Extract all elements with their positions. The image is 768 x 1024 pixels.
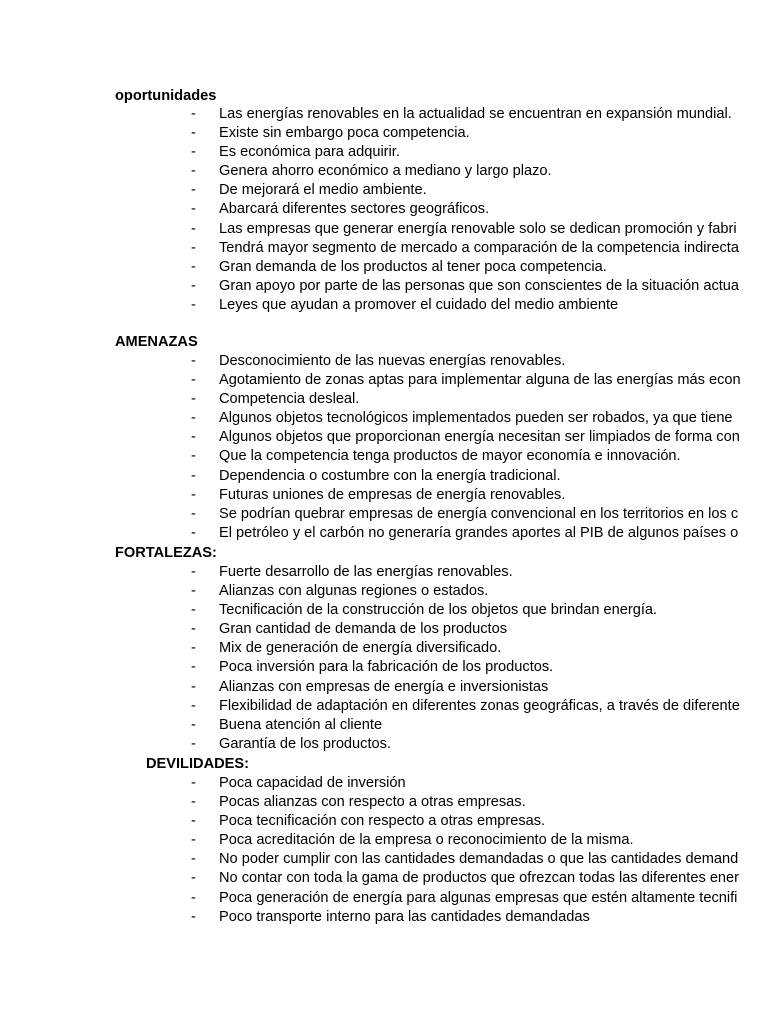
bullet-dash: - [191, 697, 196, 714]
bullet-dash: - [191, 564, 196, 580]
bullet-dash: - [191, 277, 196, 294]
list-item [0, 601, 768, 620]
list-item [0, 277, 768, 296]
list-item-text: Competencia desleal. [219, 391, 360, 408]
list-item [0, 258, 768, 277]
list-item [0, 143, 768, 162]
bullet-dash: - [191, 640, 196, 657]
list-item [0, 181, 768, 200]
bullet-dash: - [191, 448, 196, 465]
bullet-dash: - [191, 486, 196, 503]
list-item [0, 563, 768, 582]
bullet-dash: - [191, 163, 196, 180]
section-heading-fortalezas: FORTALEZAS: [115, 545, 217, 561]
bullet-dash: - [191, 870, 196, 887]
bullet-dash: - [191, 429, 196, 446]
list-item-text: Gran demanda de los productos al tener poca competencia. [219, 258, 607, 275]
list-item-text: Poca tecnificación con respecto a otras empresas. [219, 813, 546, 830]
list-devilidades [0, 774, 768, 927]
section-heading-amenazas: AMENAZAS [115, 334, 198, 350]
list-item-text: Gran cantidad de demanda de los productos [219, 621, 508, 638]
list-item [0, 486, 768, 505]
list-item-text: Poca inversión para la fabricación de los productos. [219, 659, 554, 676]
list-item-text: De mejorará el medio ambiente. [219, 182, 427, 199]
list-item-text: Fuerte desarrollo de las energías renovables. [219, 564, 513, 580]
list-item [0, 467, 768, 486]
list-item-text: Genera ahorro económico a mediano y largo plazo. [219, 163, 552, 180]
list-item-text: Pocas alianzas con respecto a otras empresas. [219, 794, 526, 811]
list-item [0, 352, 768, 371]
bullet-dash: - [191, 467, 196, 484]
bullet-dash: - [191, 220, 196, 237]
list-item-text: El petróleo y el carbón no generaría grandes aportes al PIB de algunos países o [219, 524, 739, 541]
list-fortalezas [0, 563, 768, 754]
list-item [0, 296, 768, 315]
bullet-dash: - [191, 813, 196, 830]
bullet-dash: - [191, 775, 196, 791]
list-item [0, 908, 768, 927]
list-item [0, 428, 768, 447]
bullet-dash: - [191, 372, 196, 389]
list-item [0, 371, 768, 390]
list-item-text: Existe sin embargo poca competencia. [219, 125, 470, 142]
list-item-text: Poco transporte interno para las cantidades demandadas [219, 908, 590, 925]
list-item [0, 582, 768, 601]
bullet-dash: - [191, 410, 196, 427]
list-item [0, 162, 768, 181]
bullet-dash: - [191, 125, 196, 142]
bullet-dash: - [191, 659, 196, 676]
section-heading-devilidades: DEVILIDADES: [146, 756, 249, 772]
list-item [0, 447, 768, 466]
list-item-text: Poca generación de energía para algunas empresas que estén altamente tecnifi [219, 889, 738, 906]
list-oportunidades [0, 105, 768, 315]
bullet-dash: - [191, 678, 196, 695]
list-item-text: Abarcará diferentes sectores geográficos. [219, 201, 490, 218]
list-item-text: Agotamiento de zonas aptas para implementar alguna de las energías más econ [219, 372, 741, 389]
list-item-text: Algunos objetos tecnológicos implementados pueden ser robados, ya que tiene [219, 410, 733, 427]
bullet-dash: - [191, 144, 196, 161]
bullet-dash: - [191, 602, 196, 619]
bullet-dash: - [191, 296, 196, 313]
list-item [0, 239, 768, 258]
list-item [0, 831, 768, 850]
list-item-text: Mix de generación de energía diversificado. [219, 640, 502, 657]
list-item [0, 505, 768, 524]
list-item-text: Que la competencia tenga productos de mayor economía e innovación. [219, 448, 681, 465]
list-item-text: Alianzas con empresas de energía e inversionistas [219, 678, 549, 695]
list-item-text: Las energías renovables en la actualidad se encuentran en expansión mundial. [219, 106, 732, 122]
list-item [0, 735, 768, 754]
list-item-text: Buena atención al cliente [219, 716, 383, 733]
bullet-dash: - [191, 524, 196, 541]
list-item-text: Se podrían quebrar empresas de energía convencional en los territorios en los c [219, 505, 739, 522]
list-item-text: Dependencia o costumbre con la energía tradicional. [219, 467, 561, 484]
list-item [0, 793, 768, 812]
list-item-text: Las empresas que generar energía renovable solo se dedican promoción y fabri [219, 220, 737, 237]
bullet-dash: - [191, 583, 196, 600]
bullet-dash: - [191, 505, 196, 522]
bullet-dash: - [191, 735, 196, 752]
list-item [0, 105, 768, 124]
list-item [0, 678, 768, 697]
bullet-dash: - [191, 353, 196, 369]
list-item [0, 390, 768, 409]
list-item-text: Algunos objetos que proporcionan energía necesitan ser limpiados de forma con [219, 429, 740, 446]
bullet-dash: - [191, 851, 196, 868]
bullet-dash: - [191, 201, 196, 218]
bullet-dash: - [191, 832, 196, 849]
list-item-text: Tecnificación de la construcción de los objetos que brindan energía. [219, 602, 658, 619]
list-item [0, 850, 768, 869]
list-item-text: Alianzas con algunas regiones o estados. [219, 583, 489, 600]
list-item [0, 658, 768, 677]
list-item-text: No contar con toda la gama de productos que ofrezcan todas las diferentes ener [219, 870, 740, 887]
list-item [0, 716, 768, 735]
list-item-text: Poca capacidad de inversión [219, 775, 406, 791]
list-item [0, 812, 768, 831]
list-item-text: Gran apoyo por parte de las personas que son conscientes de la situación actua [219, 277, 740, 294]
list-item-text: Desconocimiento de las nuevas energías renovables. [219, 353, 566, 369]
section-heading-oportunidades: oportunidades [115, 88, 217, 104]
bullet-dash: - [191, 182, 196, 199]
bullet-dash: - [191, 889, 196, 906]
list-item-text: Leyes que ayudan a promover el cuidado del medio ambiente [219, 296, 619, 313]
list-item [0, 200, 768, 219]
list-amenazas [0, 352, 768, 543]
list-item [0, 774, 768, 793]
list-item [0, 639, 768, 658]
bullet-dash: - [191, 258, 196, 275]
bullet-dash: - [191, 794, 196, 811]
list-item [0, 409, 768, 428]
list-item-text: Es económica para adquirir. [219, 144, 400, 161]
list-item-text: Flexibilidad de adaptación en diferentes zonas geográficas, a través de diferente [219, 697, 740, 714]
bullet-dash: - [191, 621, 196, 638]
list-item [0, 220, 768, 239]
list-item-text: Poca acreditación de la empresa o reconocimiento de la misma. [219, 832, 634, 849]
bullet-dash: - [191, 908, 196, 925]
list-item-text: Garantía de los productos. [219, 735, 391, 752]
list-item [0, 124, 768, 143]
list-item [0, 889, 768, 908]
bullet-dash: - [191, 716, 196, 733]
list-item-text: No poder cumplir con las cantidades demandadas o que las cantidades demand [219, 851, 739, 868]
bullet-dash: - [191, 391, 196, 408]
list-item [0, 524, 768, 543]
list-item-text: Tendrá mayor segmento de mercado a comparación de la competencia indirecta [219, 239, 739, 256]
bullet-dash: - [191, 239, 196, 256]
bullet-dash: - [191, 106, 196, 122]
list-item [0, 869, 768, 888]
list-item-text: Futuras uniones de empresas de energía renovables. [219, 486, 566, 503]
list-item [0, 697, 768, 716]
list-item [0, 620, 768, 639]
